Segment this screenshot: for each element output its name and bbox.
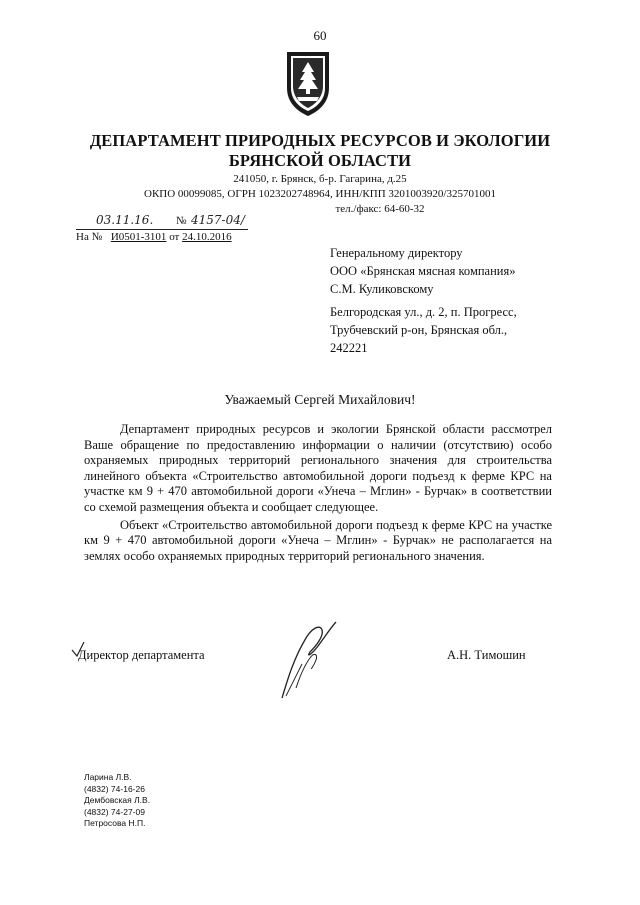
recipient-company: ООО «Брянская мясная компания»: [330, 264, 516, 278]
contact-line-4: (4832) 74-27-09: [84, 806, 145, 817]
contact-line-5: Петросова Н.П.: [84, 818, 146, 829]
outgoing-number: 4157-04/: [191, 213, 245, 227]
coat-of-arms-icon: [283, 48, 333, 118]
organization-registry: ОКПО 00099085, ОГРН 1023202748964, ИНН/КПП 3201003920/325701001: [144, 188, 496, 200]
address-line1: Белгородская ул., д. 2, п. Прогресс,: [330, 305, 517, 319]
recipient-position: Генеральному директору: [330, 246, 463, 260]
letter-body: [84, 422, 552, 566]
body-paragraph-2: Объект «Строительство автомобильной дороги подъезд к ферме КРС на участке км 9 + 470 автомобильной дороги «Унеча – Мглин» - Бурчак» не располагается на землях особо охраняемых природных территорий регионального значения.: [84, 517, 552, 563]
incoming-number: И0501-3101: [110, 231, 167, 243]
recipient-name: С.М. Куликовскому: [330, 282, 434, 296]
address-line2: Трубчевский р-он, Брянская обл.,: [330, 323, 508, 337]
organization-phone: тел./факс: 64-60-32: [335, 203, 425, 215]
signer-name: А.Н. Тимошин: [447, 648, 526, 662]
contacts-block: [84, 772, 150, 830]
organization-title-line2: БРЯНСКОЙ ОБЛАСТИ: [228, 151, 412, 170]
signature-icon: [276, 618, 342, 702]
organization-details: [0, 172, 640, 217]
organization-title-line1: ДЕПАРТАМЕНТ ПРИРОДНЫХ РЕСУРСОВ И ЭКОЛОГИИ: [89, 131, 551, 150]
incoming-prefix: На №: [76, 231, 103, 243]
contact-line-3: Дембовская Л.В.: [84, 795, 151, 806]
outgoing-number-sign: №: [176, 215, 187, 227]
organization-address: 241050, г. Брянск, б-р. Гагарина, д.25: [233, 173, 407, 185]
address-line3: 242221: [330, 341, 368, 355]
incoming-date: 24.10.2016: [182, 231, 232, 243]
incoming-from: от: [169, 231, 180, 243]
outgoing-reference: [76, 213, 248, 230]
outgoing-date: 03.11.16.: [96, 213, 154, 227]
contact-line-1: Ларина Л.В.: [84, 772, 132, 782]
organization-title: [0, 131, 640, 171]
recipient-block: [330, 244, 515, 298]
page-number: 60: [313, 28, 327, 43]
contact-line-2: (4832) 74-16-26: [84, 783, 145, 794]
recipient-address: [330, 303, 517, 357]
salutation: Уважаемый Сергей Михайлович!: [224, 392, 416, 407]
signer-title: Директор департамента: [78, 648, 205, 662]
incoming-reference: [76, 231, 232, 243]
body-paragraph-1: Департамент природных ресурсов и экологии Брянской области рассмотрел Ваше обращение по предоставлению информации о наличии (отсутствию) особо охраняемых природных территорий регионального значения для строительства линейного объекта «Строительство автомобильной дороги подъезд к ферме КРС на участке км 9 + 470 автомобильной дороги «Унеча – Мглин» - Бурчак» в соответствии со схемой размещения объекта и сообщает следующее.: [84, 422, 552, 514]
